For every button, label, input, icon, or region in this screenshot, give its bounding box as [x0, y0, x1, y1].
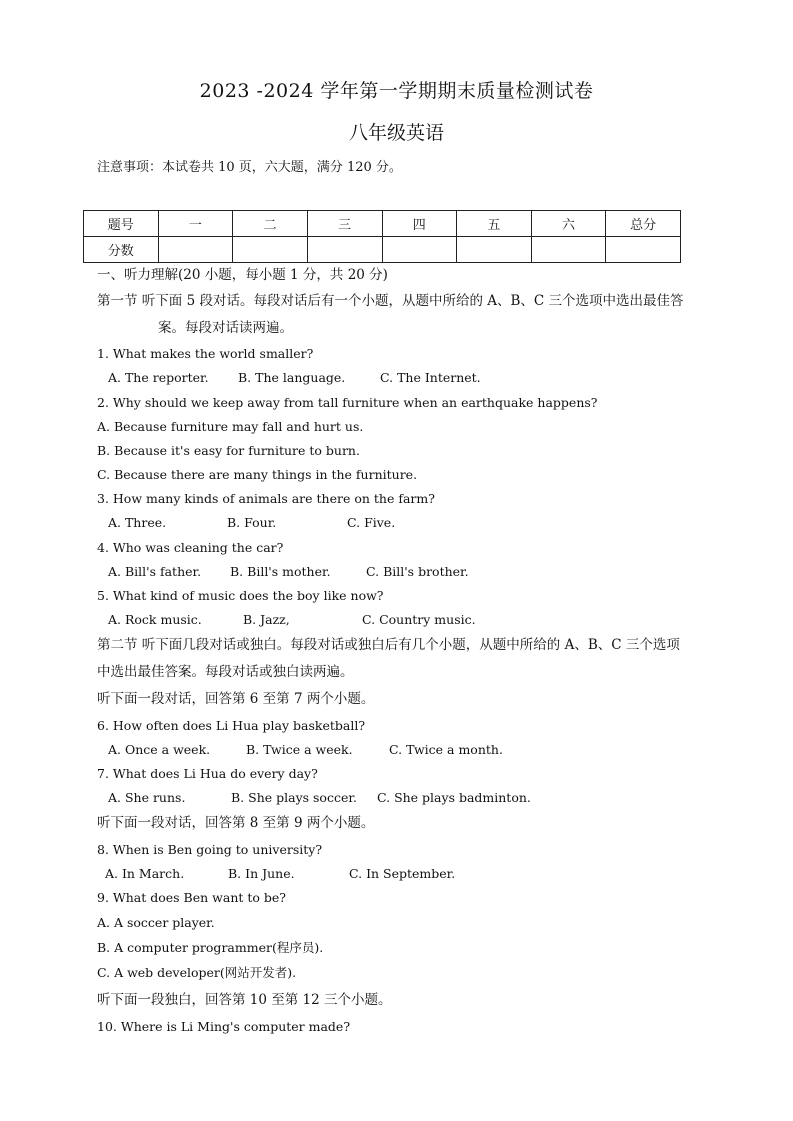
question-4: 4. Who was cleaning the car? [97, 540, 284, 555]
score-header-cell: 五 [457, 211, 532, 237]
score-header-cell: 二 [233, 211, 308, 237]
question-5: 5. What kind of music does the boy like now? [97, 588, 384, 603]
option-a[interactable]: A. Rock music. [108, 612, 202, 627]
option-c[interactable]: C. Country music. [362, 612, 476, 627]
option-b[interactable]: B. Bill's mother. [230, 564, 331, 579]
part1-instruction: 第一节 听下面 5 段对话。每段对话后有一个小题，从题中所给的 A、B、C 三个选项中选出最佳答 [97, 293, 684, 309]
option-b[interactable]: B. Twice a week. [246, 742, 353, 757]
option-b[interactable]: B. She plays soccer. [231, 790, 357, 805]
exam-notice: 注意事项：本试卷共 10 页，六大题，满分 120 分。 [97, 160, 402, 175]
question-3: 3. How many kinds of animals are there on the farm? [97, 491, 435, 506]
score-cell[interactable] [382, 237, 457, 263]
score-table-score-row [84, 237, 681, 263]
option-b[interactable]: B. A computer programmer(程序员). [97, 940, 324, 955]
option-c[interactable]: C. Five. [347, 515, 396, 530]
question-8: 8. When is Ben going to university? [97, 842, 323, 857]
option-b[interactable]: B. Because it's easy for furniture to burn. [97, 443, 360, 458]
option-c[interactable]: C. She plays badminton. [377, 790, 531, 805]
section-heading: 一、听力理解(20 小题，每小题 1 分，共 20 分) [97, 267, 388, 283]
option-c[interactable]: C. Because there are many things in the furniture. [97, 467, 418, 482]
question-1: 1. What makes the world smaller? [97, 346, 314, 361]
option-a[interactable]: A. A soccer player. [97, 915, 215, 930]
score-header-cell: 四 [382, 211, 457, 237]
score-header-cell: 三 [307, 211, 382, 237]
option-b[interactable]: B. In June. [228, 866, 295, 881]
option-c[interactable]: C. A web developer(网站开发者). [97, 965, 297, 980]
option-b[interactable]: B. Four. [227, 515, 277, 530]
page-title: 2023 -2024 学年第一学期期末质量检测试卷 [199, 80, 594, 102]
question-7: 7. What does Li Hua do every day? [97, 766, 318, 781]
option-b[interactable]: B. Jazz, [243, 612, 290, 627]
part2-instruction: 第二节 听下面几段对话或独白。每段对话或独白后有几个小题，从题中所给的 A、B、C 三个选项 [97, 637, 680, 653]
option-a[interactable]: A. In March. [105, 866, 185, 881]
dialogue-intro: 听下面一段对话，回答第 8 至第 9 两个小题。 [97, 815, 375, 831]
score-row-label: 分数 [84, 237, 159, 263]
dialogue-intro: 听下面一段对话，回答第 6 至第 7 两个小题。 [97, 691, 375, 707]
part2-instruction-cont: 中选出最佳答案。每段对话或独白读两遍。 [97, 664, 354, 680]
part1-instruction-cont: 案。每段对话读两遍。 [158, 320, 293, 336]
option-a[interactable]: A. Once a week. [108, 742, 211, 757]
option-c[interactable]: C. The Internet. [380, 370, 481, 385]
option-c[interactable]: C. Bill's brother. [366, 564, 469, 579]
score-cell[interactable] [233, 237, 308, 263]
score-header-cell: 题号 [84, 211, 159, 237]
score-cell[interactable] [606, 237, 681, 263]
question-2: 2. Why should we keep away from tall furniture when an earthquake happens? [97, 395, 598, 410]
score-cell[interactable] [307, 237, 382, 263]
question-9: 9. What does Ben want to be? [97, 890, 286, 905]
score-header-cell: 一 [158, 211, 233, 237]
question-6: 6. How often does Li Hua play basketball? [97, 718, 366, 733]
score-cell[interactable] [158, 237, 233, 263]
monologue-intro: 听下面一段独白，回答第 10 至第 12 三个小题。 [97, 992, 392, 1008]
option-b[interactable]: B. The language. [238, 370, 346, 385]
option-a[interactable]: A. The reporter. [108, 370, 209, 385]
score-table [83, 210, 681, 263]
option-c[interactable]: C. Twice a month. [389, 742, 503, 757]
option-a[interactable]: A. Three. [108, 515, 167, 530]
score-cell[interactable] [531, 237, 606, 263]
score-table-header-row [84, 211, 681, 237]
option-a[interactable]: A. She runs. [108, 790, 186, 805]
question-10: 10. Where is Li Ming's computer made? [97, 1019, 351, 1034]
page-subtitle: 八年级英语 [348, 122, 444, 144]
option-c[interactable]: C. In September. [349, 866, 456, 881]
option-a[interactable]: A. Bill's father. [108, 564, 202, 579]
score-header-cell: 总分 [606, 211, 681, 237]
option-a[interactable]: A. Because furniture may fall and hurt us. [97, 419, 364, 434]
score-header-cell: 六 [531, 211, 606, 237]
score-cell[interactable] [457, 237, 532, 263]
